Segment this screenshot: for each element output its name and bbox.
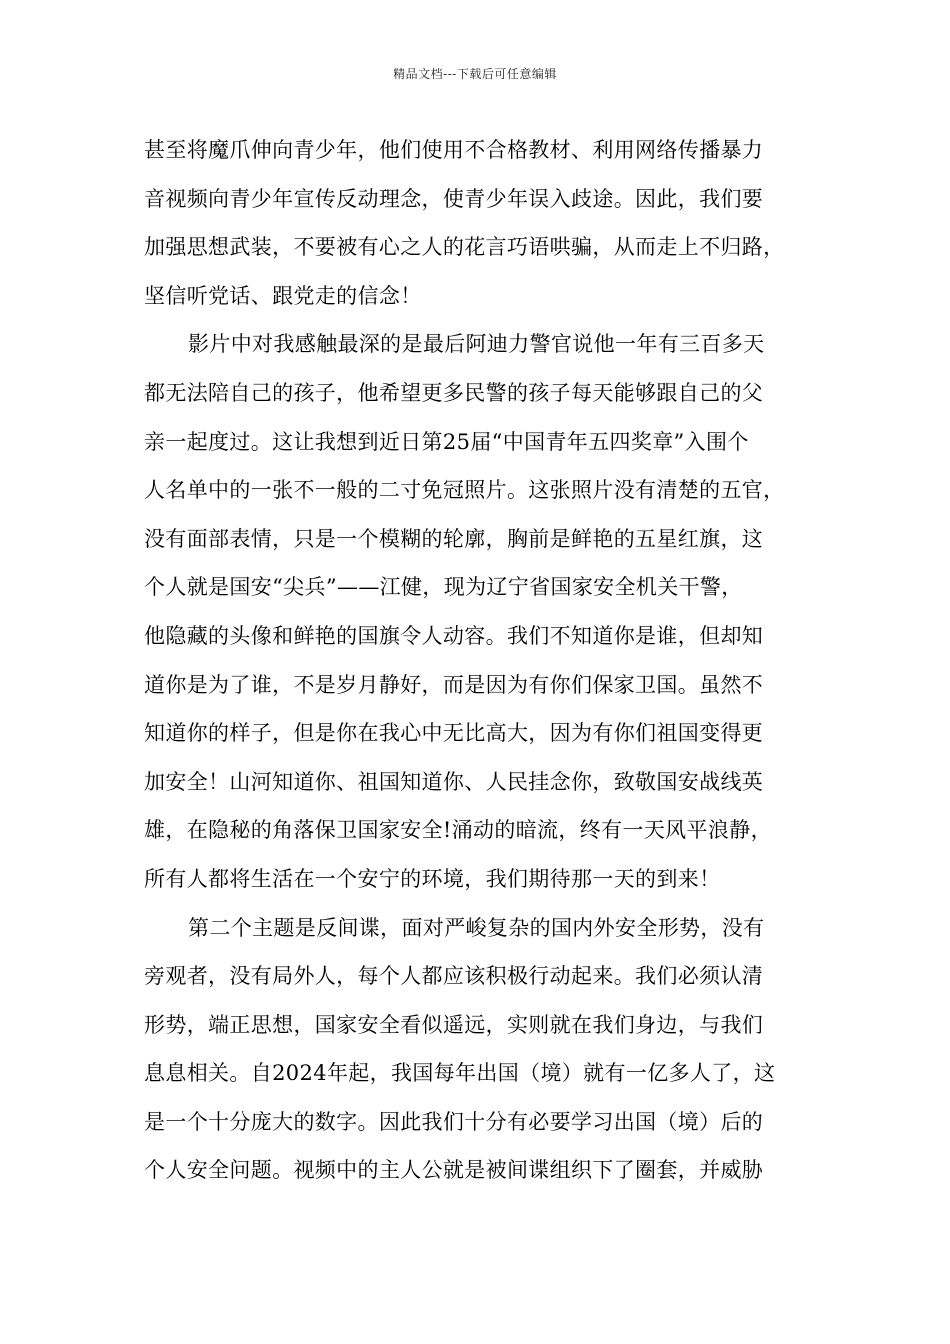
text-line-20: 息息相关。自2024年起，我国每年出国（境）就有一亿多人了，这 bbox=[144, 1061, 776, 1086]
text-line-5: 影片中对我感触最深的是最后阿迪力警官说他一年有三百多天 bbox=[188, 332, 765, 357]
text-line-18: 旁观者，没有局外人，每个人都应该积极行动起来。我们必须认清 bbox=[144, 964, 764, 989]
text-line-3: 加强思想武装，不要被有心之人的花言巧语哄骗，从而走上不归路， bbox=[144, 235, 785, 260]
text-line-14: 加安全！山河知道你、祖国知道你、人民挂念你，致敬国安战线英 bbox=[144, 769, 764, 794]
text-line-10: 个人就是国安“尖兵”——江健，现为辽宁省国家安全机关干警， bbox=[144, 575, 743, 600]
text-line-8: 人名单中的一张不一般的二寸免冠照片。这张照片没有清楚的五官， bbox=[144, 478, 785, 503]
text-line-13: 知道你的样子，但是你在我心中无比高大，因为有你们祖国变得更 bbox=[144, 721, 764, 746]
text-line-12: 道你是为了谁，不是岁月静好，而是因为有你们保家卫国。虽然不 bbox=[144, 672, 764, 697]
text-line-6: 都无法陪自己的孩子，他希望更多民警的孩子每天能够跟自己的父 bbox=[144, 380, 764, 405]
text-line-16: 所有人都将生活在一个安宁的环境，我们期待那一天的到来！ bbox=[144, 866, 721, 891]
text-line-7: 亲一起度过。这让我想到近日第25届“中国青年五四奖章”入围个 bbox=[144, 429, 749, 454]
text-line-22: 个人安全问题。视频中的主人公就是被间谍组织下了圈套，并威胁 bbox=[144, 1158, 764, 1183]
text-line-15: 雄，在隐秘的角落保卫国家安全!涌动的暗流，终有一天风平浪静， bbox=[144, 818, 772, 843]
text-line-17: 第二个主题是反间谍，面对严峻复杂的国内外安全形势，没有 bbox=[188, 915, 765, 940]
page-header: 精品文档---下载后可任意编辑 bbox=[393, 67, 557, 81]
text-line-21: 是一个十分庞大的数字。因此我们十分有必要学习出国（境）后的 bbox=[144, 1109, 764, 1134]
text-line-1: 甚至将魔爪伸向青少年，他们使用不合格教材、利用网络传播暴力 bbox=[144, 138, 764, 162]
text-line-4: 坚信听党话、跟党走的信念！ bbox=[144, 283, 422, 308]
text-line-11: 他隐藏的头像和鲜艳的国旗令人动容。我们不知道你是谁，但却知 bbox=[144, 623, 764, 648]
body-text bbox=[144, 126, 820, 1195]
text-line-2: 音视频向青少年宣传反动理念，使青少年误入歧途。因此，我们要 bbox=[144, 186, 764, 211]
text-line-19: 形势，端正思想，国家安全看似遥远，实则就在我们身边，与我们 bbox=[144, 1012, 764, 1037]
text-line-9: 没有面部表情，只是一个模糊的轮廓，胸前是鲜艳的五星红旗，这 bbox=[144, 526, 764, 551]
